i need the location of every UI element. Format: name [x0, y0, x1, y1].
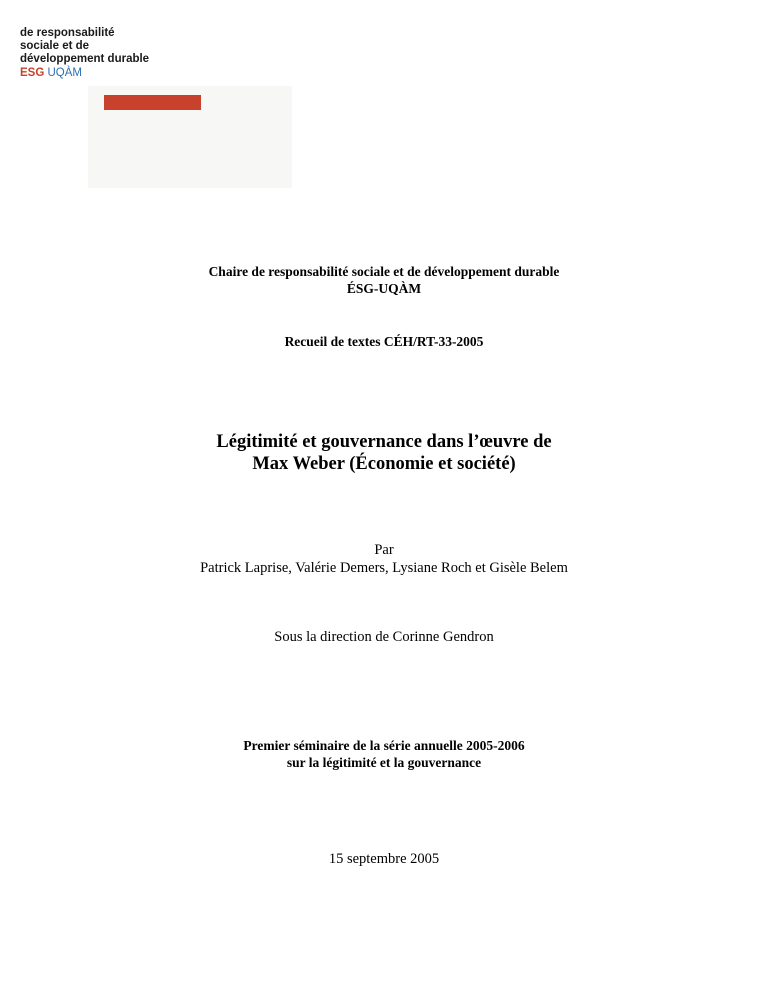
logo-esg: ESG: [20, 67, 45, 79]
logo-line-3: développement durable: [20, 53, 150, 65]
chair-name: Chaire de responsabilité sociale et de développement durable: [208, 264, 560, 279]
logo-banner-text: CHAIRE: [20, 9, 68, 23]
direction-text: Sous la direction de Corinne Gendron: [274, 629, 494, 645]
chair-logo: [88, 86, 292, 188]
title-line-2: Max Weber (Économie et société): [252, 454, 516, 474]
logo-esg-uqam: [20, 67, 82, 80]
chair-header: [0, 263, 768, 297]
logo-line-1: de responsabilité: [20, 27, 115, 39]
collection-reference: [0, 333, 768, 350]
logo-uqam: UQÀM: [47, 67, 82, 79]
title-line-1: Légitimité et gouvernance dans l’œuvre de: [216, 432, 552, 452]
logo-line-2: sociale et de: [20, 40, 90, 52]
authors-names: Patrick Laprise, Valérie Demers, Lysiane Roch et Gisèle Belem: [200, 560, 568, 576]
institution-name: ÉSG-UQÀM: [346, 281, 422, 296]
collection-text: Recueil de textes CÉH/RT-33-2005: [284, 334, 484, 349]
seminar-line-2: sur la légitimité et la gouvernance: [286, 755, 482, 770]
direction-block: [0, 628, 768, 646]
authors-block: [0, 541, 768, 577]
authors-prefix: Par: [374, 542, 394, 558]
document-title: [0, 431, 768, 475]
logo-banner: [104, 95, 201, 110]
date-block: [0, 850, 768, 868]
seminar-line-1: Premier séminaire de la série annuelle 2005-2006: [243, 738, 525, 753]
document-date: 15 septembre 2005: [328, 851, 440, 867]
seminar-block: [0, 737, 768, 771]
